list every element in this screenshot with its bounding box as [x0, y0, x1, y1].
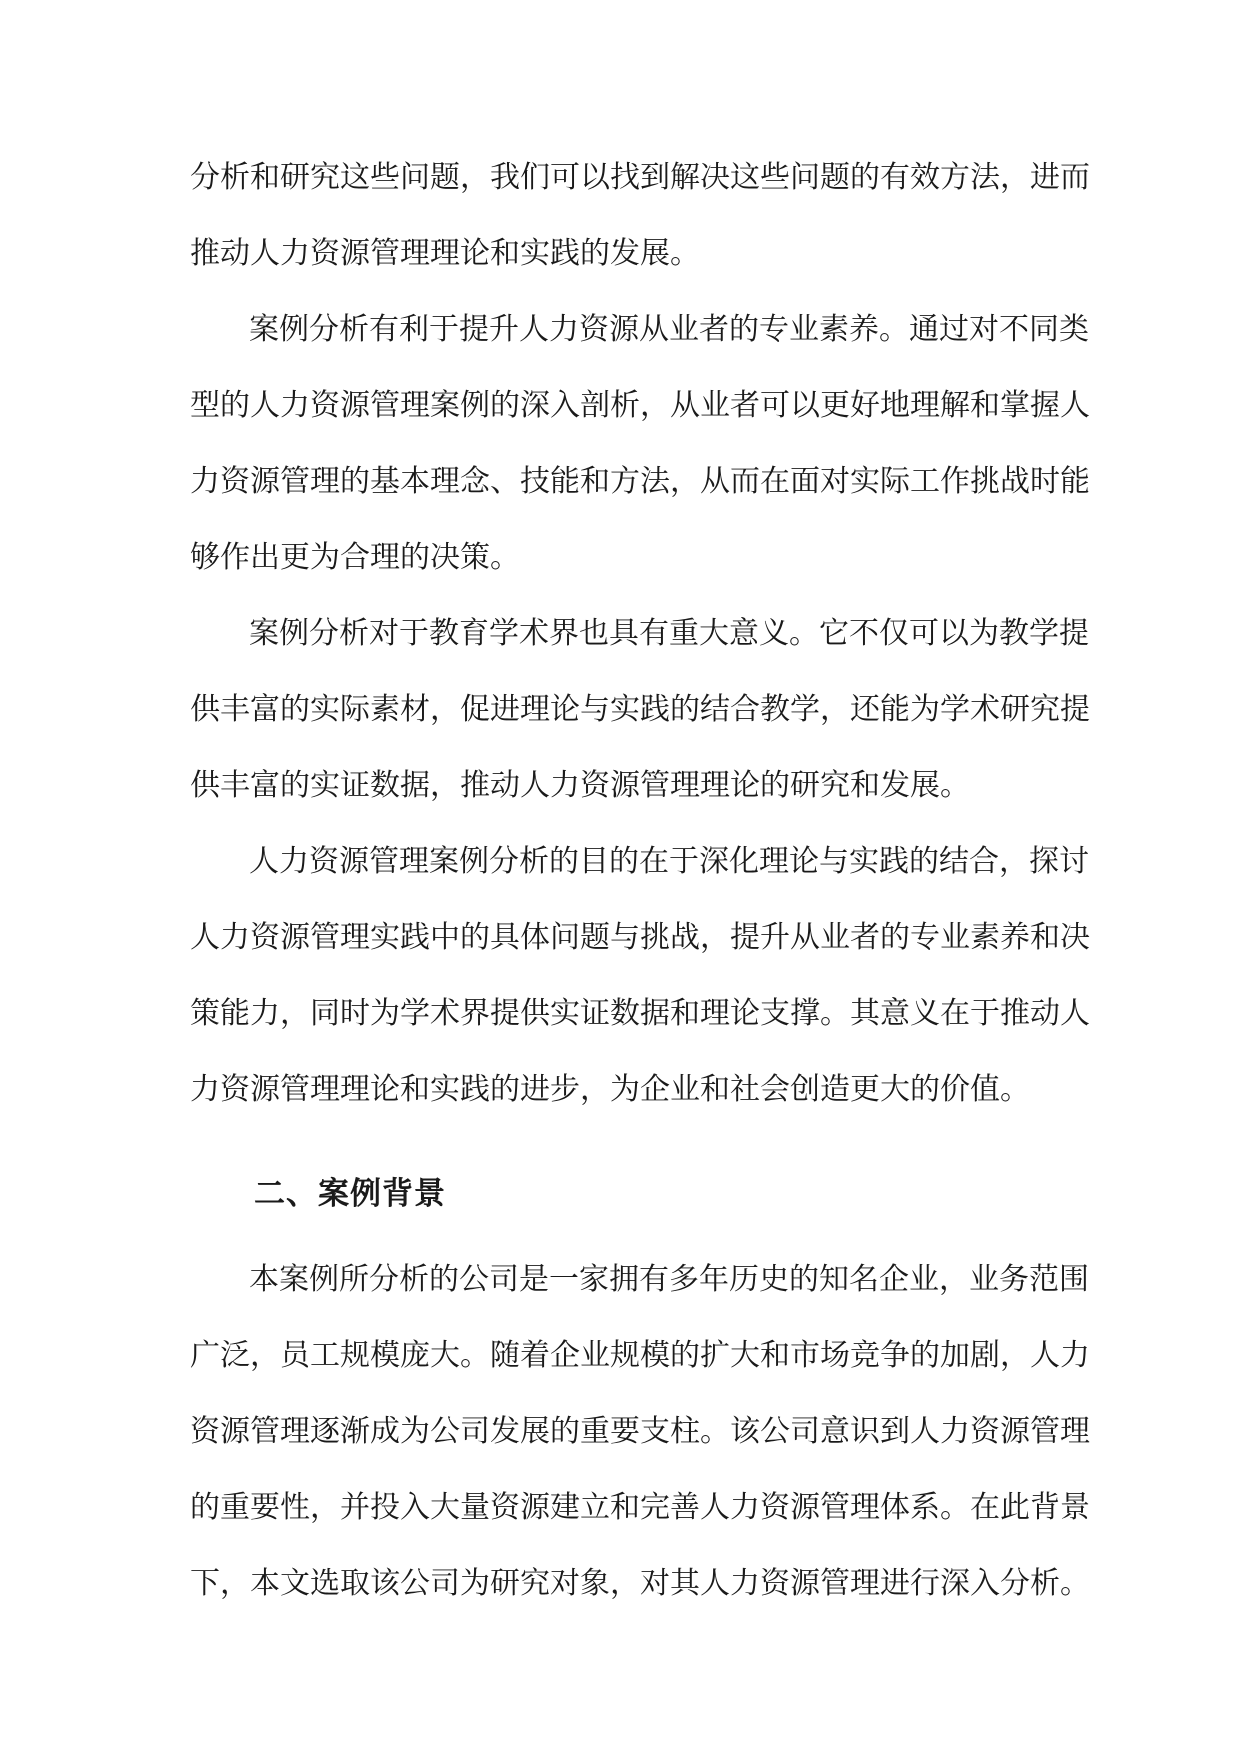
section-heading: 二、案例背景 [254, 1176, 446, 1212]
text-line: 资源管理逐渐成为公司发展的重要支柱。该公司意识到人力资源管理 [190, 1414, 1090, 1449]
text-line: 案例分析对于教育学术界也具有重大意义。它不仅可以为教学提 [249, 616, 1089, 651]
paragraph-continuation [190, 140, 1090, 292]
text-line: 人力资源管理案例分析的目的在于深化理论与实践的结合，探讨 [249, 844, 1089, 879]
text-line: 广泛，员工规模庞大。随着企业规模的扩大和市场竞争的加剧，人力 [190, 1338, 1090, 1373]
text-line: 力资源管理理论和实践的进步，为企业和社会创造更大的价值。 [190, 1072, 1030, 1107]
text-line: 人力资源管理实践中的具体问题与挑战，提升从业者的专业素养和决 [190, 920, 1090, 955]
text-line: 供丰富的实际素材，促进理论与实践的结合教学，还能为学术研究提 [190, 692, 1090, 727]
text-line: 分析和研究这些问题，我们可以找到解决这些问题的有效方法，进而 [190, 160, 1090, 195]
text-line: 型的人力资源管理案例的深入剖析，从业者可以更好地理解和掌握人 [190, 388, 1090, 423]
document-body [190, 140, 1090, 1622]
text-line: 推动人力资源管理理论和实践的发展。 [190, 236, 700, 271]
text-line: 够作出更为合理的决策。 [190, 540, 520, 575]
paragraph-professional-literacy [190, 292, 1090, 596]
text-line: 案例分析有利于提升人力资源从业者的专业素养。通过对不同类 [249, 312, 1089, 347]
text-line: 的重要性，并投入大量资源建立和完善人力资源管理体系。在此背景 [190, 1490, 1090, 1525]
text-line: 策能力，同时为学术界提供实证数据和理论支撑。其意义在于推动人 [190, 996, 1090, 1031]
paragraph-case-background [190, 1242, 1090, 1622]
text-line: 供丰富的实证数据，推动人力资源管理理论的研究和发展。 [190, 768, 970, 803]
text-line: 力资源管理的基本理念、技能和方法，从而在面对实际工作挑战时能 [190, 464, 1090, 499]
text-line: 本案例所分析的公司是一家拥有多年历史的知名企业，业务范围 [249, 1262, 1089, 1297]
paragraph-academic-significance [190, 596, 1090, 824]
text-line: 下，本文选取该公司为研究对象，对其人力资源管理进行深入分析。 [190, 1566, 1090, 1601]
paragraph-purpose-summary [190, 824, 1090, 1128]
